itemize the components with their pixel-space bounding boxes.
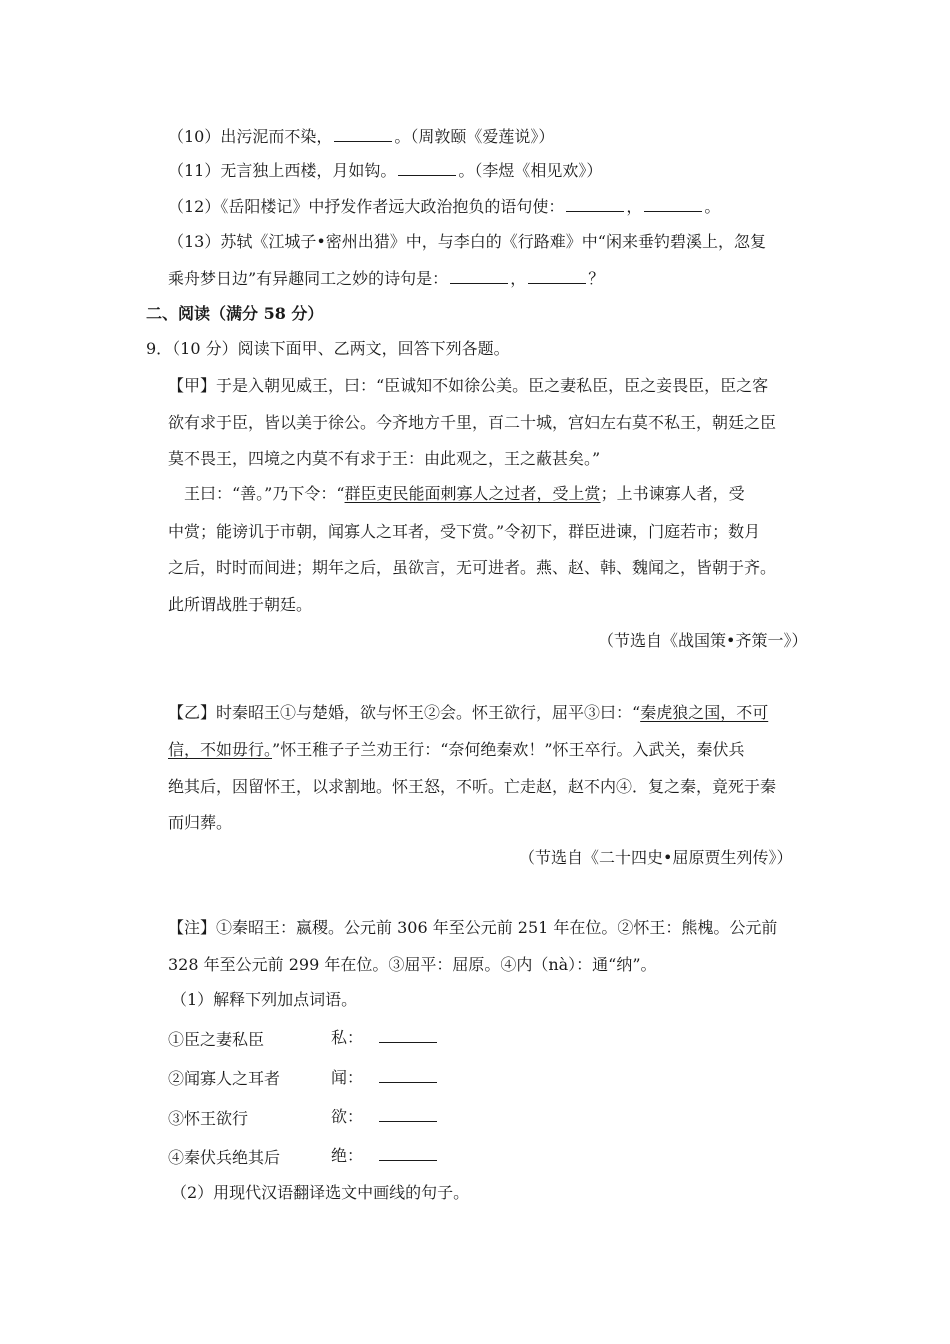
sub1-item-word: 欲： — [331, 1107, 364, 1126]
sub1-title: （1）解释下列加点词语。 — [171, 990, 358, 1009]
yi-l1-pre: 【乙】时秦昭王①与楚婚，欲与怀王②会。怀王欲行，屈平③曰：“ — [168, 703, 641, 722]
q13-text: 乘舟梦日边”有异趣同工之妙的诗句是： — [168, 269, 449, 288]
jia-line-4 — [184, 484, 745, 504]
q13-blank-2[interactable] — [528, 269, 586, 284]
q12-text: （12）《岳阳楼记》中抒发作者远大政治抱负的语句使： — [168, 197, 565, 216]
yi-line-4: 而归葬。 — [168, 813, 233, 832]
q12-end: 。 — [704, 197, 721, 216]
yi-source: （节选自《二十四史•屈原贾生列传》） — [519, 848, 793, 867]
jia-line-5: 中赏；能谤讥于市朝，闻寡人之耳者，受下赏。”令初下，群臣进谏，门庭若市；数月 — [168, 522, 761, 541]
q11-blank[interactable] — [398, 161, 456, 176]
sub1-item-word-row — [331, 1028, 437, 1048]
sub1-item-sentence: ③怀王欲行 — [168, 1109, 249, 1128]
q11-source: 。（李煜《相见欢》） — [458, 161, 603, 180]
yi-line-1 — [168, 703, 768, 723]
q11-text: （11）无言独上西楼，月如钩。 — [168, 161, 397, 180]
section-title: 二、阅读（满分 58 分） — [146, 304, 324, 323]
notes-line-2: 328 年至公元前 299 年在位。③屈平：屈原。④内（nà）：通“纳”。 — [168, 955, 657, 974]
q10-source: 。（周敦颐《爱莲说》） — [394, 127, 555, 146]
sub1-item-sentence: ②闻寡人之耳者 — [168, 1069, 281, 1088]
sub1-item — [168, 1109, 248, 1129]
sub1-item-word-row — [331, 1068, 437, 1088]
yi-underlined-part-1: 秦虎狼之国，不可 — [640, 703, 769, 722]
jia-line-6: 之后，时时而间进；期年之后，虽欲言，无可进者。燕、赵、韩、魏闻之，皆朝于齐。 — [168, 558, 777, 577]
fill-q10 — [168, 127, 554, 147]
jia-line-2: 欲有求于臣，皆以美于徐公。今齐地方千里，百二十城，宫妇左右莫不私王，朝廷之臣 — [168, 413, 777, 432]
fill-q11 — [168, 161, 602, 181]
sub1-item-word: 闻： — [331, 1068, 364, 1087]
sub1-answer-blank[interactable] — [379, 1107, 437, 1122]
sub1-answer-blank[interactable] — [379, 1068, 437, 1083]
yi-line-3: 绝其后，因留怀王，以求割地。怀王怒，不听。亡走赵，赵不内④．复之秦，竟死于秦 — [168, 777, 777, 796]
yi-line-2 — [168, 740, 745, 760]
yi-underlined-part-2: 信，不如毋行。 — [168, 740, 273, 759]
q10-blank[interactable] — [334, 127, 392, 142]
fill-q12 — [168, 197, 720, 217]
q9-stem: 9．（10 分）阅读下面甲、乙两文，回答下列各题。 — [146, 339, 510, 358]
q12-blank-1[interactable] — [566, 197, 624, 212]
jia-source: （节选自《战国策•齐策一》） — [598, 631, 808, 650]
sub1-item-sentence: ④秦伏兵绝其后 — [168, 1148, 281, 1167]
jia-l4-post: ；上书谏寡人者，受 — [600, 484, 745, 503]
notes-line-1: 【注】①秦昭王：嬴稷。公元前 306 年至公元前 251 年在位。②怀王：熊槐。公元前 — [168, 918, 778, 937]
sub2-title: （2）用现代汉语翻译选文中画线的句子。 — [171, 1183, 470, 1202]
jia-line-1: 【甲】于是入朝见威王，曰：“臣诚知不如徐公美。臣之妻私臣，臣之妾畏臣，臣之客 — [168, 376, 769, 395]
sub1-item — [168, 1148, 280, 1168]
q12-comma: ， — [626, 197, 643, 216]
fill-q13-line1: （13）苏轼《江城子•密州出猎》中，与李白的《行路难》中“闲来垂钓碧溪上，忽复 — [168, 232, 766, 251]
jia-line-3: 莫不畏王，四境之内莫不有求于王：由此观之，王之蔽甚矣。” — [168, 449, 601, 468]
q13-blank-1[interactable] — [450, 269, 508, 284]
q13-comma: ， — [510, 269, 527, 288]
sub1-item-word-row — [331, 1107, 437, 1127]
q10-text: （10）出污泥而不染， — [168, 127, 333, 146]
jia-l4-pre: 王曰：“善。”乃下令：“ — [184, 484, 345, 503]
jia-line-7: 此所谓战胜于朝廷。 — [168, 595, 313, 614]
sub1-item — [168, 1069, 280, 1089]
sub1-item-word-row — [331, 1146, 437, 1166]
sub1-item — [168, 1030, 264, 1050]
yi-l2-post: ”怀王稚子子兰劝王行：“奈何绝秦欢！”怀王卒行。入武关，秦伏兵 — [272, 740, 745, 759]
sub1-answer-blank[interactable] — [379, 1028, 437, 1043]
jia-underlined-sentence: 群臣吏民能面刺寡人之过者，受上赏 — [344, 484, 601, 503]
sub1-item-word: 私： — [331, 1028, 364, 1047]
sub1-item-word: 绝： — [331, 1146, 364, 1165]
sub1-item-sentence: ①臣之妻私臣 — [168, 1030, 265, 1049]
fill-q13-line2 — [168, 269, 604, 289]
q12-blank-2[interactable] — [644, 197, 702, 212]
q13-end: ？ — [588, 269, 605, 288]
sub1-answer-blank[interactable] — [379, 1146, 437, 1161]
